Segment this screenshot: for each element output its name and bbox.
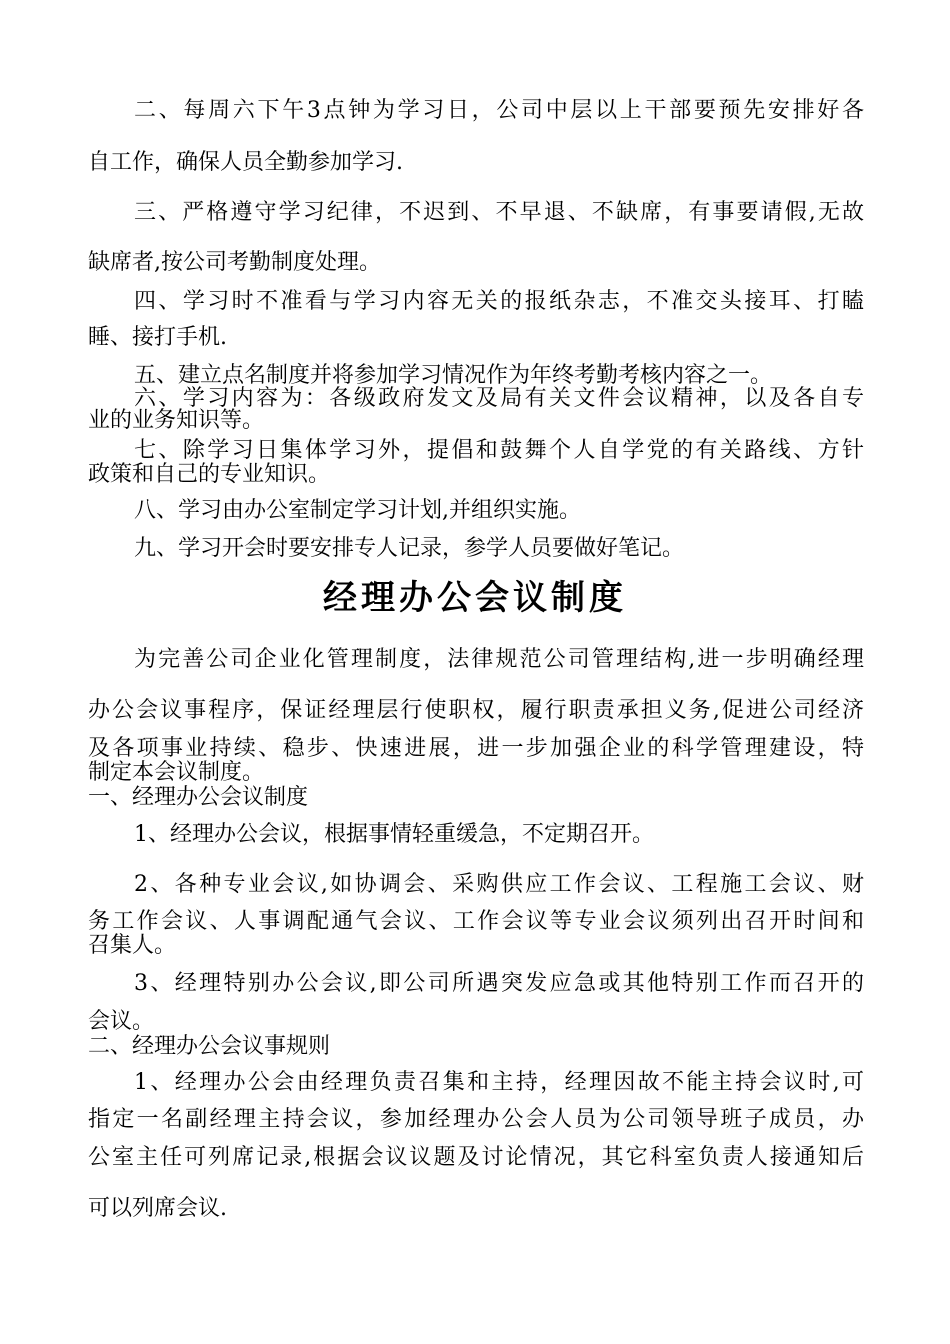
rule-eight-line: 八、学习由办公室制定学习计划,并组织实施。 (134, 498, 581, 523)
rule-seven-line-2: 政策和自己的专业知识。 (88, 462, 331, 487)
intro-line-1: 为完善公司企业化管理制度，法律规范公司管理结构,进一步明确经理 (134, 647, 864, 672)
item-one-1: 1、经理办公会议，根据事情轻重缓急，不定期召开。 (134, 822, 654, 847)
rule-two-line-2: 自工作，确保人员全勤参加学习. (88, 150, 403, 175)
rule-four-line-1: 四、学习时不准看与学习内容无关的报纸杂志，不准交头接耳、打瞌 (134, 289, 864, 314)
intro-line-2: 办公会议事程序，保证经理层行使职权，履行职责承担义务,促进公司经济 (88, 698, 864, 723)
item-one-2-line-1: 2、各种专业会议,如协调会、采购供应工作会议、工程施工会议、财 (134, 872, 864, 897)
subheading-two: 二、经理办公会议事规则 (88, 1034, 331, 1059)
rule-seven-line-1: 七、除学习日集体学习外，提倡和鼓舞个人自学党的有关路线、方针 (134, 438, 864, 463)
rule-three-line-2: 缺席者,按公司考勤制度处理。 (88, 250, 381, 275)
intro-line-3: 及各项事业持续、稳步、快速进展，进一步加强企业的科学管理建设，特 (88, 736, 864, 761)
rule-six-line-2: 业的业务知识等。 (88, 408, 265, 433)
item-one-2-line-3: 召集人。 (88, 933, 177, 958)
item-two-1-line-4: 可以列席会议. (88, 1196, 227, 1221)
rule-two-line-1: 二、每周六下午3点钟为学习日，公司中层以上干部要预先安排好各 (134, 98, 864, 123)
intro-line-4: 制定本会议制度。 (88, 760, 265, 785)
rule-six-line-1: 六、学习内容为：各级政府发文及局有关文件会议精神，以及各自专 (134, 386, 864, 411)
rule-nine-line: 九、学习开会时要安排专人记录，参学人员要做好笔记。 (134, 536, 685, 561)
item-one-2-line-2: 务工作会议、人事调配通气会议、工作会议等专业会议须列出召开时间和 (88, 909, 864, 934)
item-one-3-line-1: 3、经理特别办公会议,即公司所遇突发应急或其他特别工作而召开的 (134, 971, 864, 996)
rule-four-line-2: 睡、接打手机. (88, 325, 227, 350)
rule-five-line: 五、建立点名制度并将参加学习情况作为年终考勤考核内容之一。 (134, 363, 773, 388)
item-one-3-line-2: 会议。 (88, 1009, 155, 1034)
rule-three-line-1: 三、严格遵守学习纪律，不迟到、不早退、不缺席，有事要请假,无故 (134, 200, 864, 225)
subheading-one: 一、经理办公会议制度 (88, 785, 309, 810)
section-title: 经理办公会议制度 (323, 578, 627, 618)
item-two-1-line-2: 指定一名副经理主持会议，参加经理办公会人员为公司领导班子成员，办 (88, 1107, 864, 1132)
item-two-1-line-1: 1、经理办公会由经理负责召集和主持，经理因故不能主持会议时,可 (134, 1070, 864, 1095)
item-two-1-line-3: 公室主任可列席记录,根据会议议题及讨论情况，其它科室负责人接通知后 (88, 1145, 864, 1170)
